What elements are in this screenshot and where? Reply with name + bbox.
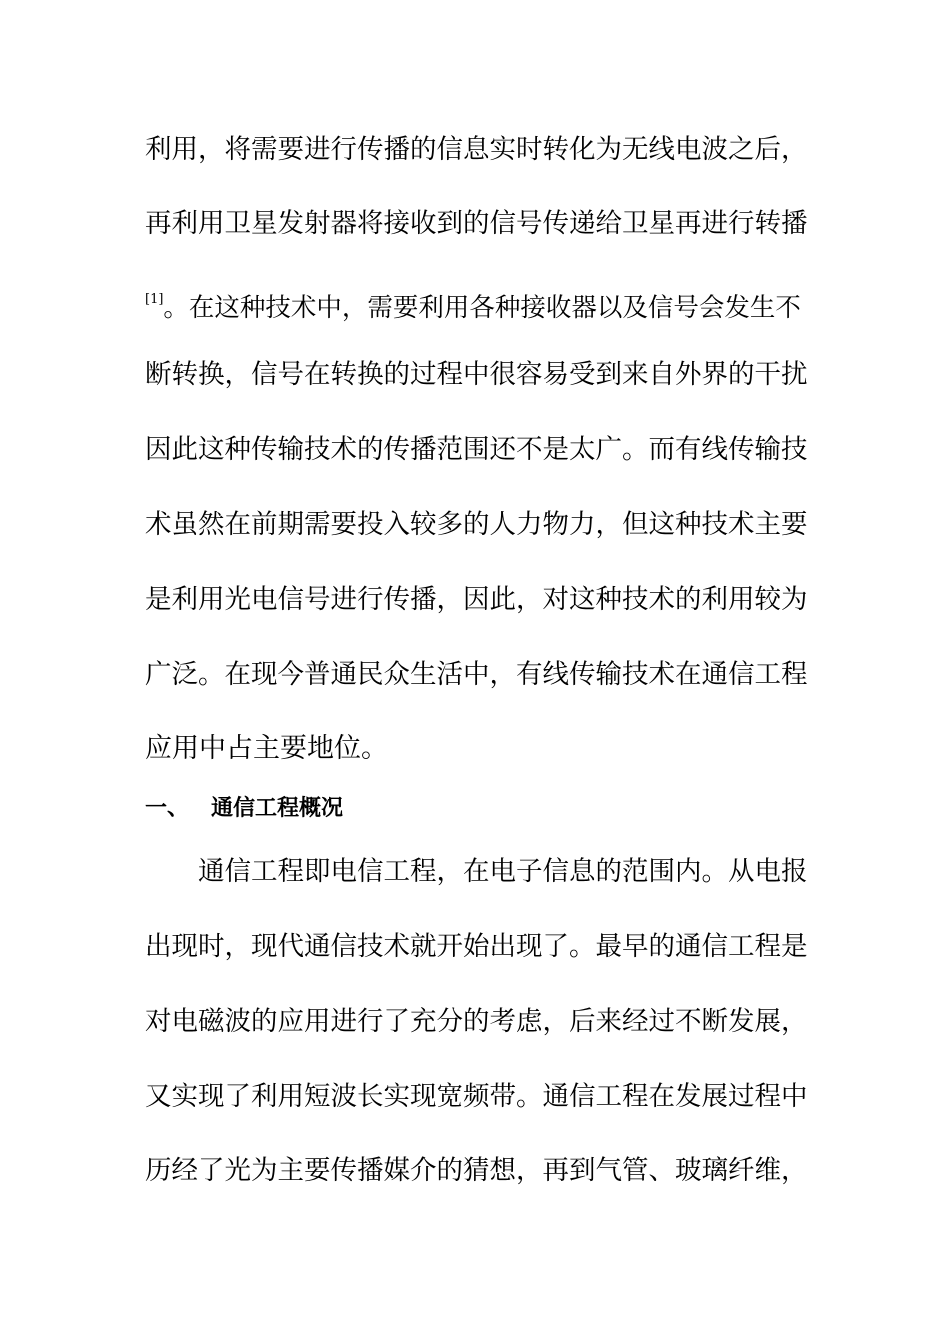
citation-marker: [1] <box>145 292 164 307</box>
paragraph-1-line-7: 是利用光电信号进行传播，因此，对这种技术的利用较为 <box>145 584 808 615</box>
paragraph-1-line-9: 应用中占主要地位。 <box>145 733 388 764</box>
section-title: 通信工程概况 <box>211 796 344 821</box>
paragraph-1-line-4: 断转换，信号在转换的过程中很容易受到来自外界的干扰 <box>145 359 808 390</box>
paragraph-2-line-2: 出现时，现代通信技术就开始出现了。最早的通信工程是 <box>145 931 808 962</box>
paragraph-2-line-4: 又实现了利用短波长实现宽频带。通信工程在发展过程中 <box>145 1081 808 1112</box>
section-number: 一、 <box>145 796 190 821</box>
paragraph-2-line-3: 对电磁波的应用进行了充分的考虑，后来经过不断发展， <box>145 1006 808 1037</box>
paragraph-1-line-1: 利用，将需要进行传播的信息实时转化为无线电波之后， <box>145 134 808 165</box>
paragraph-1-line-2: 再利用卫星发射器将接收到的信号传递给卫星再进行转播 <box>145 208 808 239</box>
paragraph-1-line-6: 术虽然在前期需要投入较多的人力物力，但这种技术主要 <box>145 509 808 540</box>
paragraph-1-line-3-text: 。在这种技术中，需要利用各种接收器以及信号会发生不 <box>163 293 801 323</box>
paragraph-1-line-3 <box>145 280 810 323</box>
paragraph-1-line-5: 因此这种传输技术的传播范围还不是太广。而有线传输技 <box>145 434 808 465</box>
paragraph-1-line-8: 广泛。在现今普通民众生活中，有线传输技术在通信工程 <box>145 659 808 690</box>
paragraph-2-line-1: 通信工程即电信工程，在电子信息的范围内。从电报 <box>198 856 808 887</box>
section-heading <box>145 789 343 829</box>
paragraph-2-line-5: 历经了光为主要传播媒介的猜想，再到气管、玻璃纤维， <box>145 1155 808 1186</box>
